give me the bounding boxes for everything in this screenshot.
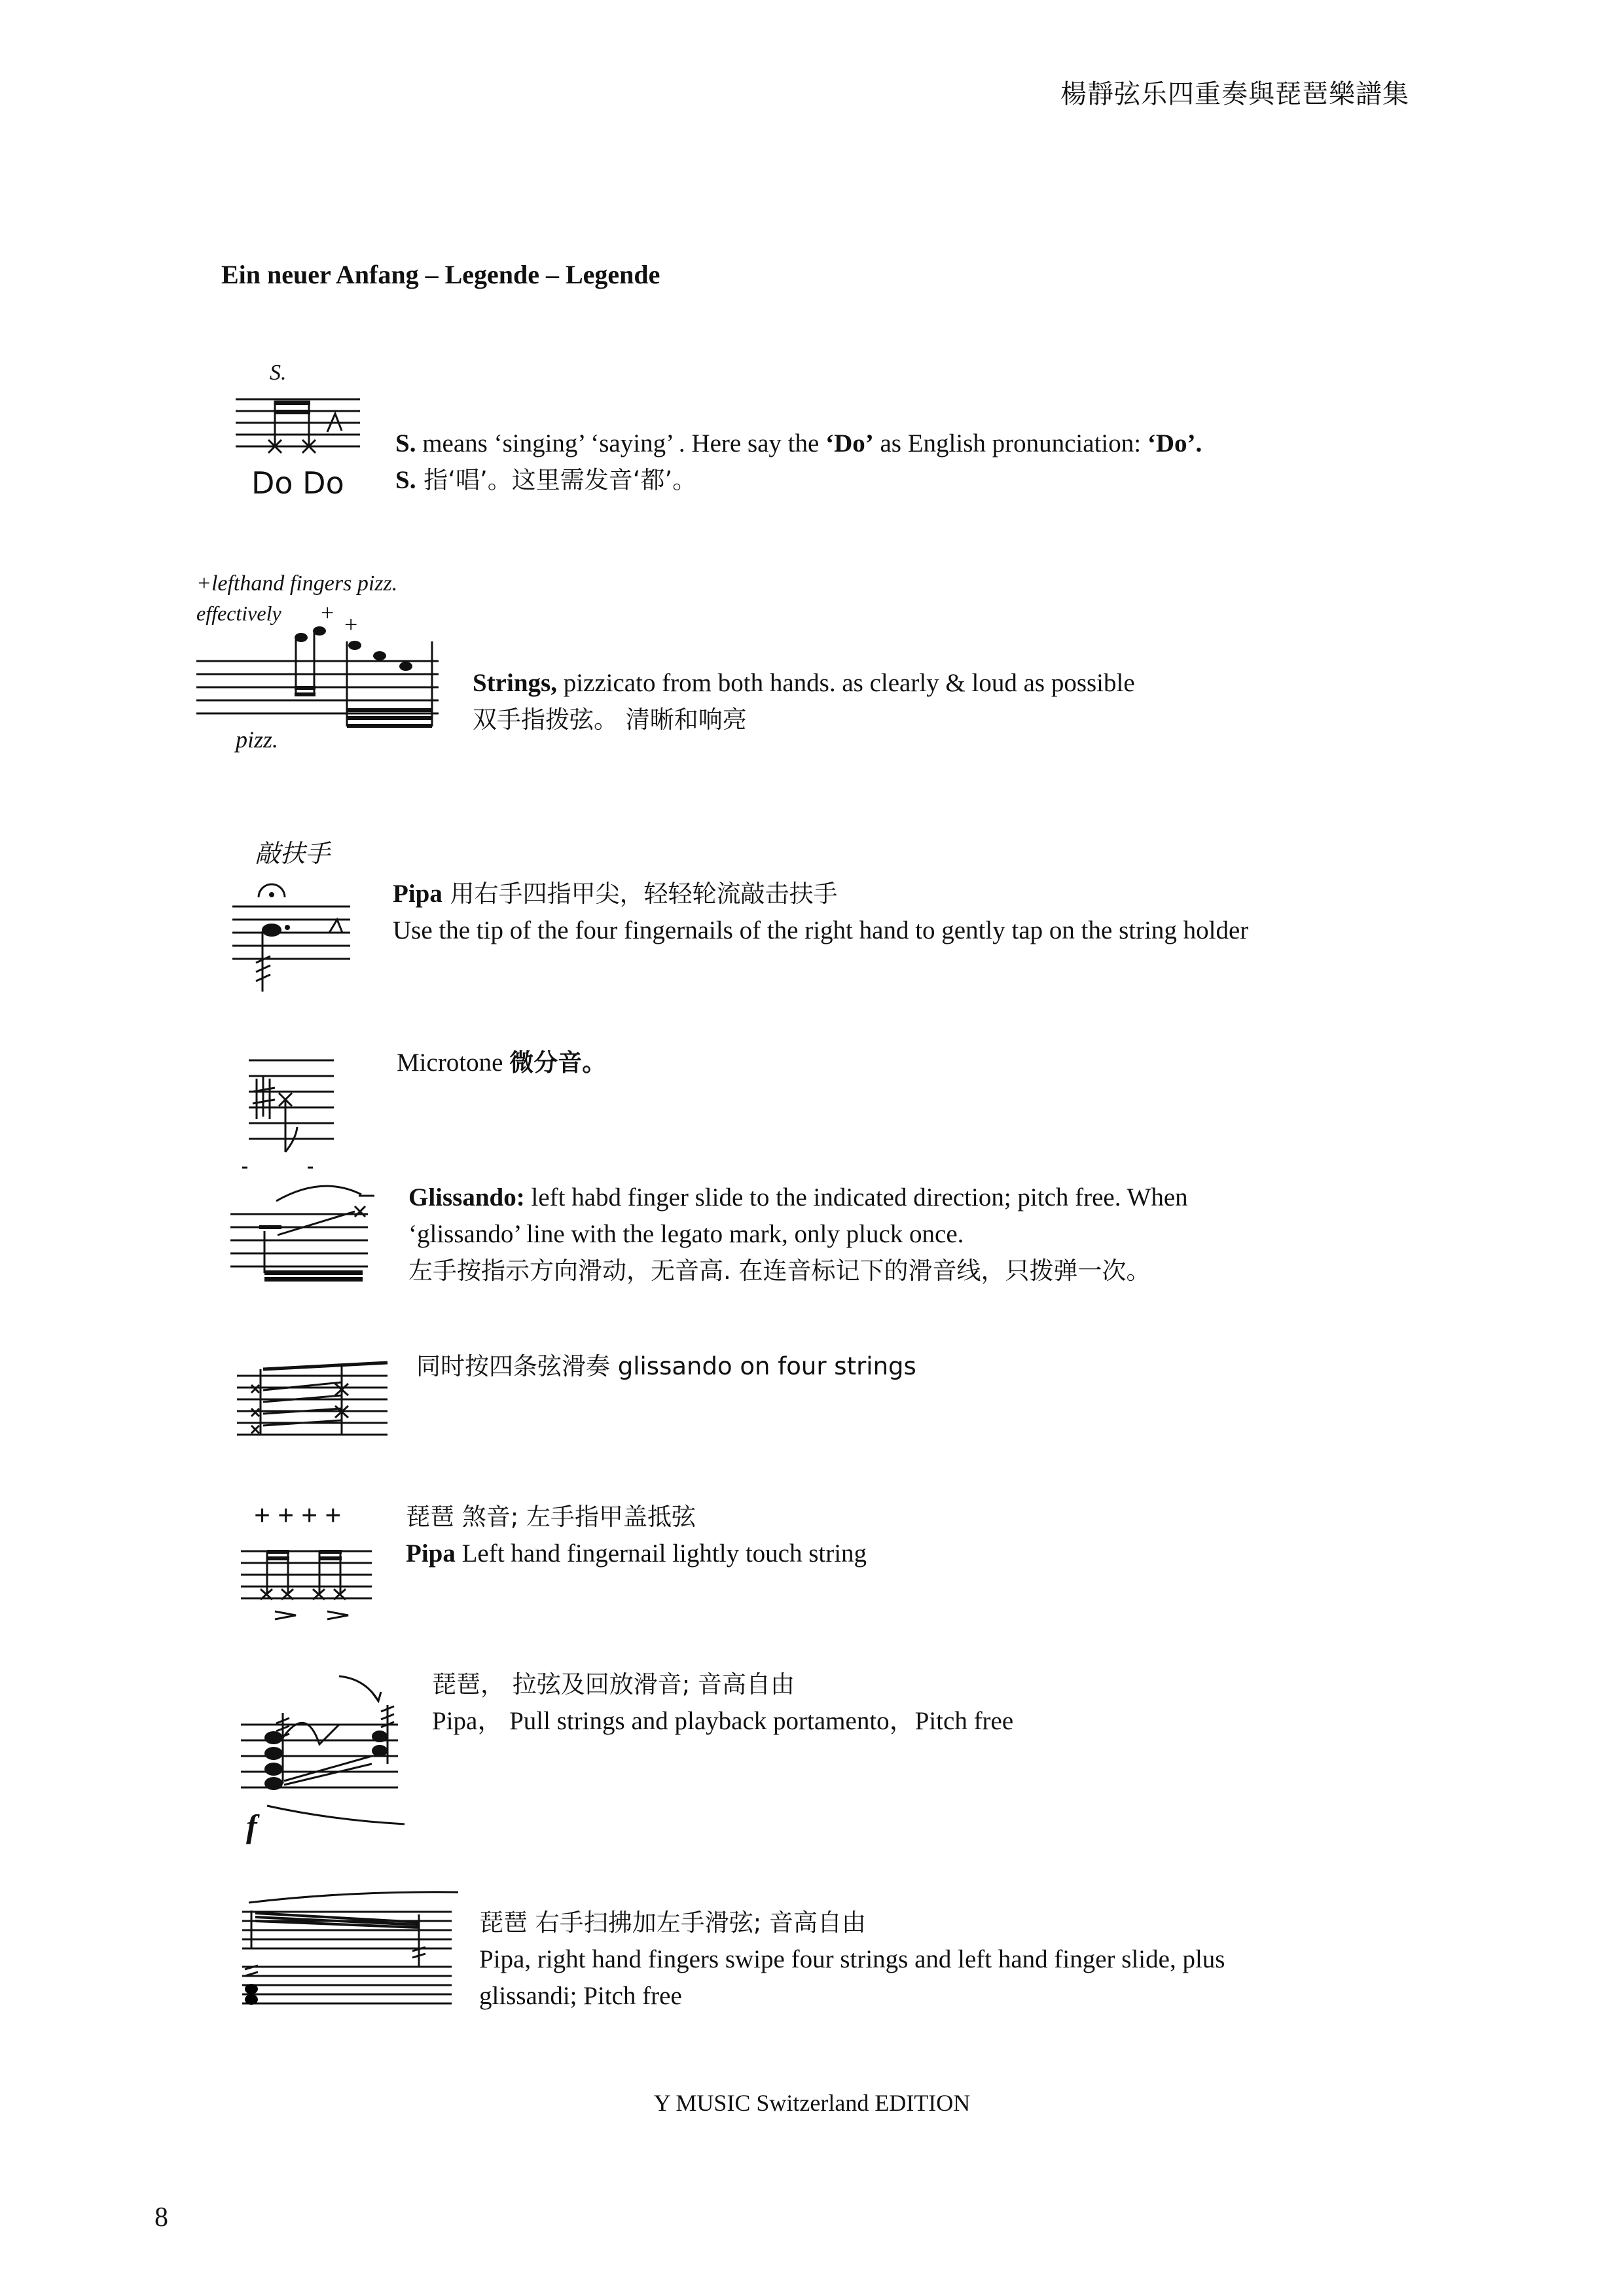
legend-text-pipa-pull: 琵琶， 拉弦及回放滑音; 音高自由 Pipa， Pull strings and playback portamento，Pitch free (432, 1670, 1014, 1735)
notation-example-pipa-nail (241, 1499, 385, 1630)
legend-text-pipa-swipe: 琵琶 右手扫拂加左手滑弦; 音高自由 Pipa, right hand fingers swipe four strings and left hand finger slide, plus glissandi; Pitch free (479, 1909, 1225, 2010)
pipa-nail-marks: + + + + (254, 1499, 342, 1532)
notation-example-pipa-tap (232, 834, 376, 998)
pizz-sub-label: effectively (196, 601, 281, 625)
notation-example-singing (229, 353, 386, 511)
collection-title: 楊靜弦乐四重奏與琵琶樂譜集 (1060, 79, 1409, 109)
dynamic-forte: f (246, 1808, 257, 1844)
legend-text-microtone: Microtone 微分音。 (397, 1049, 607, 1077)
legend-text-singing: S. means ‘singing’ ‘saying’ . Here say the ‘Do’ as English pronunciation: ‘Do’. S. 指‘唱’。这里需发音‘都’。 (395, 429, 1202, 494)
svg-text:+: + (321, 600, 334, 626)
pizz-top-label: +lefthand fingers pizz. (196, 571, 398, 596)
svg-text:+: + (344, 611, 358, 637)
pipa-tap-label: 敲扶手 (255, 839, 331, 868)
page-title: Ein neuer Anfang – Legende – Legende (221, 260, 660, 289)
publisher-footer: Y MUSIC Switzerland EDITION (653, 2090, 971, 2116)
notation-example-four-string-gliss (237, 1350, 394, 1448)
singing-syllables: Do Do (251, 465, 344, 501)
notation-example-strings-pizz (190, 556, 452, 753)
legend-text-strings-pizz: Strings, pizzicato from both hands. as clearly & loud as possible 双手指拨弦。 清晰和响亮 (473, 669, 1135, 734)
notation-example-glissando (230, 1175, 388, 1286)
legend-text-pipa-nail: 琵琶 煞音; 左手指甲盖抵弦 Pipa Left hand fingernail lightly touch string (406, 1503, 867, 1568)
pizz-bottom-label: pizz. (236, 726, 279, 753)
legend-text-glissando: Glissando: left habd finger slide to the indicated direction; pitch free. When ‘glissando’ line with the legato mark, only pluck once. 左手按指示方向滑动，无音高. 在连音标记下的滑音线，只拨弹一次。 (408, 1183, 1188, 1285)
notation-example-microtone (242, 1054, 347, 1172)
page-number: 8 (154, 2202, 168, 2233)
legend-text-four-string-gliss: 同时按四条弦滑奏 glissando on four strings (416, 1352, 916, 1380)
notation-example-pipa-swipe (242, 1888, 465, 2019)
singing-mark-label: S. (270, 361, 287, 385)
notation-example-pipa-pull (241, 1666, 411, 1842)
legend-text-pipa-tap: Pipa 用右手四指甲尖，轻轻轮流敲击扶手 Use the tip of the four fingernails of the right hand to gently tap on the string holder (393, 880, 1249, 944)
